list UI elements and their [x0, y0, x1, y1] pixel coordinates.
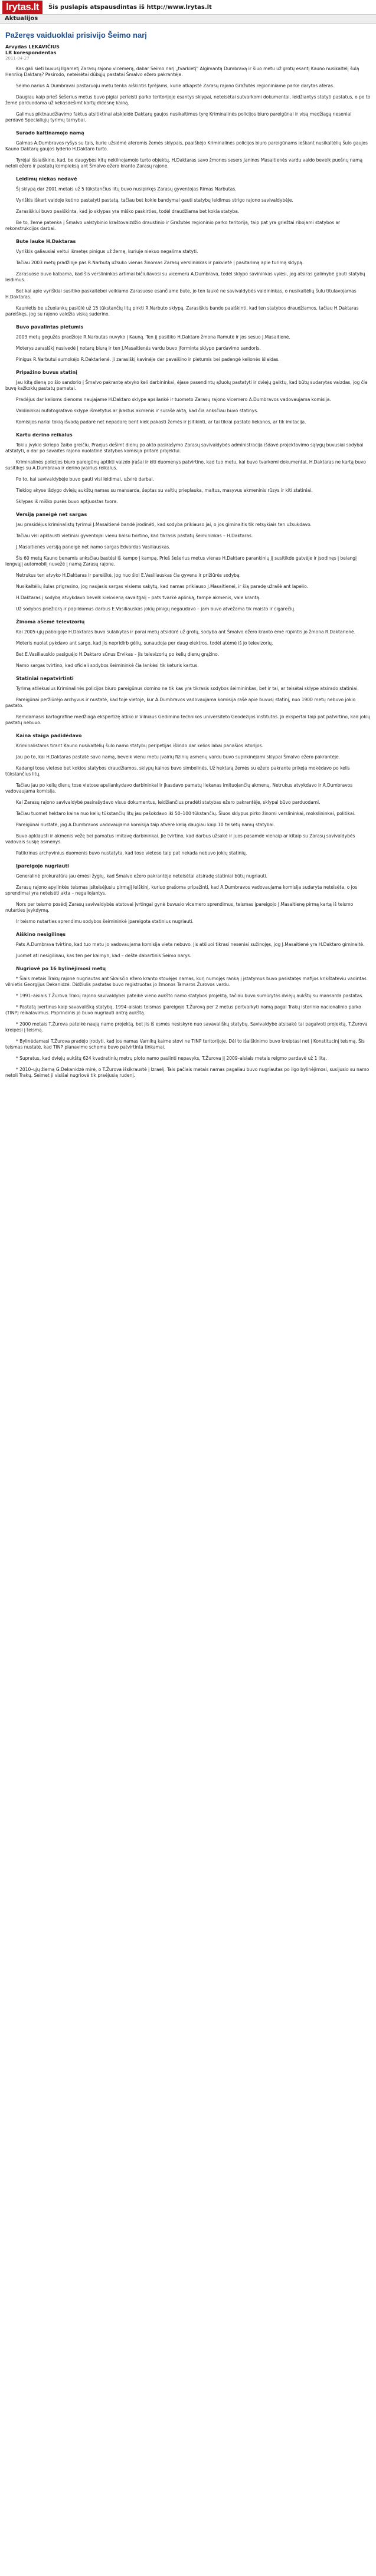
- section-heading: Versiją paneigė net sargas: [16, 512, 87, 517]
- article-paragraph: Kriminalistams tirant Kauno nusikaltėlių šulo namo statybų peripetijas išlindo dar kelios labai panašios istorijos.: [16, 743, 263, 748]
- article-title: Pažeręs vaiduoklai prisivijo Šeimo narį: [5, 31, 147, 40]
- article-paragraph: * 1991–aisiais T.Žurova Trakų rajono savivaldybei pateikė vieno aukšto namo statybos projektą, tačiau buvo sumūrytas dviejų aukštų su mansarda pastatas.: [16, 993, 364, 998]
- section-heading: Aiškino nesigilinęs: [16, 932, 66, 937]
- article-paragraph: H.Daktaras į sodybą atvykdavo bevelk kiekvieną savaitgalį – pats tvarkė aplinką, tampė akmenis, vale krantą.: [16, 595, 261, 600]
- section-heading: Kartu derino reikalus: [16, 432, 73, 438]
- article-paragraph: Tokiu jvykio skriepo žaibo greičiu. Praėjus dešimt dienų po akto pasirašymo Zarasų savivaldybės administracija išdavė projektavimo sąlygų buvusiai sodybai atstatyti, o dar po savaitės rajono nuolatinė statybos komisija pritarė projektui.: [5, 442, 364, 454]
- article-paragraph: Tyrimą atliekusius Kriminalinės policijos biuro pareigūnus domino ne tik kas yra tikrasis sodybos šeimininkas, bet ir tai, ar teisėtai sklype atsirado statiniai.: [16, 686, 359, 691]
- article-paragraph: Zarasų rajono apylinkės teismas įsiteisėjusiu pirmąjį leiškinį, kuriuo prašoma pripažinti, kad A.Dumbravos vadovaujama komisija sudaryta neteisėta, o jos sprendimai yra neteisėti akta – negaliojantys.: [5, 885, 358, 896]
- article-paragraph: Bet E.Vasiliauskio pasiguėjo H.Daktaro sūnus Ervikas – jis televizorių po kelių dienų grąžino.: [16, 652, 219, 657]
- article-paragraph: Komisijos nariai tokią išvadą padarė net nepadarę bent kiek pakasti žemės ir įsitikinti, ar tai tikrai pastato liekanos, ar tik imitacija.: [16, 419, 306, 425]
- article-paragraph: Galmas A.Dumbravos ryšys su tais, kurie užsiėmė aferomis žemės sklypais, paaiškėjo Kriminalinės policijos biuro pareigūnams ieškant nusikaltėlių šulo gaujos Kauno Daktarų gaujos lyderio H.Daktaro turto.: [5, 140, 368, 152]
- article-paragraph: Moterys zarasiškį nusivedė į notarų biurą ir ten J.Masaitienės vardu buvo įforminta sklypo pardavimo sandoris.: [16, 346, 261, 351]
- section-heading: Kaina staiga padidėdavo: [16, 733, 82, 738]
- article-paragraph: Juomet ati nesigilinau, kas ten per kaimyn, kad – dešte dabartinis Seimo narys.: [16, 953, 191, 958]
- article-paragraph: Pats A.Dumbrava tvirtino, kad tuo metu jo vadovaujama komisija vieta nebuvo. Jis atšiuoi tikrasi neseniai sužinojęs, jog J.Masaitienė yra H.Daktaro giminaitė.: [16, 942, 365, 947]
- article-paragraph: Patikrinus archyvinius duomenis buvo nustatyta, kad tose vietose taip pat nekada nebuvo jokių statinių.: [16, 850, 247, 856]
- article-paragraph: * 2000 metais T.Žurova pateikė naują namo projektą, bet jis iš esmės nesiskyrė nuo savavališkų statybų. Savivaldybė atsisakė tai pagalvoti projektą, T.Žurova kreipėsi į teismą.: [5, 1021, 368, 1033]
- article-paragraph: Nors per teismo posėdį Zarasų savivaldybės atstovai įvrtingai gynė buvusio vicemero sprendimus, teismas įpareigojo J.Masaitienę pirmą kartą iš teismo nutarties įvykdymą.: [5, 902, 354, 913]
- section-heading: Buvo pavalintas pietumis: [16, 324, 84, 330]
- article-paragraph: Sklypas iš miško pusės buvo aptjuostas tvora.: [16, 499, 118, 504]
- article-paragraph: Galimus piktnaudžiavimo faktus atsitiktinai atskleidė Daktarų gaujos nusikaltimus tyrę Kriminalinės policijos biuro pareigūnai ir visą medžiagą neseniai perdavė Specialiųjų tyrimų tarnybai.: [5, 111, 352, 123]
- site-logo[interactable]: lrytas.lt: [2, 1, 42, 14]
- section-label[interactable]: Aktualijos: [0, 15, 376, 24]
- article-paragraph: Buvo apklausti ir akmenis vežę bei pamatus imitavę darbininkai. Jie tvirtino, kad darbus užsakė ir juos pasamdė vienaip ar kitaip su Zarasų savivaldybės vadovais susiję asmenys.: [5, 833, 355, 845]
- section-heading: Statiniai nepatvirtinti: [16, 676, 74, 681]
- article-paragraph: Netrukus ten atvyko H.Daktaras ir pareiškė, jog nuo šiol E.Vasiliauskas čia gyvens ir prižiūrės sodybą.: [16, 573, 241, 578]
- article-paragraph: Tačiau visi apklausti vietiniai gyventojai vienu balsu tvirtino, kad tikrasis pastatų šeimininkas – H.Daktaras.: [16, 533, 253, 538]
- article-paragraph: Remdamasis kartografine medžiaga ekspertizę atliko ir Vilniaus Gedimino technikos universiteto Geodezijos institutas. Jo ekspertai taip pat patvirtino, kad jokių pastatų nebuvo.: [5, 714, 371, 725]
- article-paragraph: Nusikaltėlių šulas prigrasino, jog naujasis sargas visiems sakytų, kad namas prikiauso J.Masaitienei, ir šią paradę užrašė ant lapelio.: [16, 584, 308, 589]
- article-paragraph: Seimo narius A.Dumbravai pastaruoju metu tenka aiškintis tyrėjams, kurie atkapstė Zarasų rajono Gražutės regioniniame parke darytas aferas.: [16, 83, 335, 88]
- section-heading: Nugriovė po 16 bylinėjimosi metų: [16, 966, 106, 971]
- article-paragraph: Tyrėjai išsiaiškino, kad, be daugybės kitų nekilnojamojo turto objektų, H.Daktaras savo žmonos sesers Janinos Masaitienės vardu valdo bevelk puošnų namą netoli ežero ir pastatų kompleksą ant Šmalvo ežero kranto Zarasų rajone.: [5, 157, 363, 169]
- article-paragraph: Kadangi tose vietose bet kokios statybos draudžiamos, sklypų kainos buvo simbolinės. Už hektarą žemės su ežero pakrante prikeja mokėdavo po kelis tūkstančius litų.: [5, 765, 350, 777]
- article-paragraph: Tačiau 2003 metų pradžioje pas R.Narbutą užsuko vienas žinomas Zarasų verslininkas ir pakvietė į pasitarimą apie turimą sklypą.: [16, 260, 304, 265]
- article-paragraph: Pareigūnai nustatė, jog A.Dumbravos vadovaujama komisija taip atvėrė kelią daugiau kaip 10 teisėtų namų statybai.: [16, 822, 275, 827]
- article-paragraph: Tiekiog akyse išdygo dviejų aukštų namas su mansarda, šeptas su valtių prieplauka, maltus, masyvus akmeninis rūsys ir kiti statiniai.: [16, 488, 313, 493]
- article-paragraph: Zarasuose buvo kalbama, kad šis verslininkas artimai bičiuliavosi su vicemeru A.Dumbrava, todėl sklypo savininkas vylėsi, jog atsiras galimybė gauti statybų leidimus.: [5, 271, 365, 282]
- article-paragraph: Pinigus R.Narbutui sumokėjo R.Daktarienė. Ji zarasiškį kavinėje dar pavaišino ir pietumis bei padengė kelionės išlaidas.: [16, 357, 280, 362]
- section-heading: Surado kaltinamojo namą: [16, 130, 84, 136]
- article-paragraph: Moteris nuolat pykdavo ant sargo, kad jis nepridirb gėlių, sunaudoja per daug elektros, todėl atėmė iš jo televizorių.: [16, 640, 273, 646]
- article-body: [5, 66, 371, 1079]
- article-paragraph: Vyriškis iškart valdoje ketino pastatyti pastatą, tačiau bet kokie bandymai gauti statybų leidimus strigo rajono savivaldybėje.: [16, 198, 293, 203]
- article-paragraph: 2003 metų gegužės pradžioje R.Narbutas nuvyko į Kauną. Ten jį pasitiko H.Daktaro žmona Ramutė ir jos sesuo J.Masaitienė.: [16, 334, 290, 340]
- article-paragraph: Kai 2005-ųjų pabaigoje H.Daktaras buvo sulaikytas ir porai metų atsidūrė už grotų, sodyba ant Šmalvo ežero kranto ėmė rūpintis jo žmona R.Daktarienė.: [16, 629, 356, 635]
- article-paragraph: * Pastatą įvertinus kaip savavališką statybą, 1994–aisiais teismas įpareigojo T.Žurovą per 2 metus pertvarkyti namą pagal Trakų istorinio nacionalinio parko (TINP) reikalavimus. Paprindinis jo buvo nugriauti antrą aukštą.: [5, 1004, 361, 1016]
- article-paragraph: Ir teismo nutarties sprendimu sodybos šeimininkė įpareigota statinius nugriauti.: [16, 919, 194, 924]
- article-paragraph: Jau prasidėjus kriminalistų tyrimui J.Masaitienė bandė įrodinėti, kad sodyba prikiauso jai, o jos giminaitis tik retsykiais ten užsukdavo.: [16, 522, 312, 527]
- article-paragraph: Tačiau tuomet hektaro kaina nuo kelių tūkstančių litų jau pašokdavo iki 50–100 tūkstančių. Šiuos sklypus pirko žinomi verslininkai, mokslininkai, politikai.: [16, 811, 356, 816]
- article-paragraph: Be to, žemė patenka į Šmalvo valstybinio kraštovaizdžio draustinio ir Gražutės regioninio parko teritoriją, taip pat yra griežtai ribojami statybos ar rekonstrukcijos darbai.: [5, 220, 341, 231]
- article-paragraph: Daugiau kaip prieš šešerius metus buvo pigiai perleisti parko teritorijoje esantys sklypai, neteisėtai sutvarkomi dokumentai, leidžiantys statyti pastatus, o po to žemė parduodama už keliasdešimt kartų didesnę kainą.: [5, 94, 371, 106]
- article-paragraph: Jau kitą dieną po šio sandorio į Šmalvo pakrantę atvyko keli darbininkai, ėjase pasendintų ąžuolų pastatyti ir dviejų gaiktų, kad būtų sudarytas vaizdas, jog čia buvę kažkokių pastatų pamatai.: [5, 380, 368, 391]
- section-heading: Bute lauke H.Daktaras: [16, 239, 76, 244]
- article: [0, 24, 376, 1079]
- article-paragraph: Kriminalinės policijos biuro pareigūnų aptikti vaizdo įrašai ir kiti duomenys patvirtino, kad tuo metu, kai buvo tvarkomi dokumentai, H.Daktaras ne kartą buvo susitikęs su A.Dumbrava ir derino įvairius reikalus.: [5, 459, 366, 471]
- article-paragraph: Po to, kai savivaldybėje buvo gauti visi leidimai, užvirė darbai.: [16, 477, 154, 482]
- article-paragraph: * Bylinėdamasi T.Žurova pradėjo įrodyti, kad jos namas Varnikų kaime stovi ne TINP teritorijoje. Dėl to išaiškinimo buvo kreiptasi net į Konstitucinį teismą. Šis teismas nustatė, kad TINP planavimo schema buvo patvirtinta tinkamai.: [5, 1039, 365, 1050]
- article-paragraph: Šį sklypą dar 2001 metais už 5 tūkstančius litų buvo nusipirkęs Zarasų gyventojas Rimas Narbutas.: [16, 186, 237, 192]
- article-paragraph: Tačiau jau po kelių dienų tose vietose apsilankydavo darbininkai ir įkasdavo pamatų liekanas imituojančių akmenų. Netrukus atvykdavo ir A.Dumbravos vadovaujama komisija.: [5, 783, 353, 794]
- article-paragraph: * Supratus, kad dviejų aukštų 624 kvadratinių metrų ploto namo pasiinti nepavyks, T.Žurova jį 2009–aisiais metais reigmo pardavė už 1 litą.: [16, 1056, 327, 1061]
- article-paragraph: Kai Zarasų rajono savivaldybė pasirašydavo visus dokumentus, leidžiančius pradėti statybas ežero pakrantėje, sklypai būvo parduodami.: [16, 800, 321, 805]
- article-paragraph: Jau po to, kai H.Daktaras pastatė savo namą, beveik vienu metu įvairių fizinių asmenų vardu buvo supirkinėjami sklypai Šmalvo ežero pakrantėje.: [16, 754, 341, 760]
- section-heading: Žinoma ašemė televizorių: [16, 619, 85, 625]
- article-paragraph: Namo sargas tvirtino, kad oficiali sodybos šeimininkė čia lankėsi tik keturis kartus.: [16, 663, 199, 668]
- article-paragraph: Generalinė prokuratūra jau ėmėsi žygių, kad Šmalvo ežero pakrantėje neteisėtai atsiradę statiniai būtų nugriauti.: [16, 873, 268, 879]
- article-paragraph: * 2010–ųjų žiemą G.Dekanidzė mirė, o T.Žurova išsikraustė į Izraelį. Tais pačiais metais namas pagaliau buvo nugriautas po ilgo bylinėjimosi, susijusio su namo netoli Trakų. Seimet ji visišai nugriovė tik praėjusią rudenį.: [5, 1067, 370, 1078]
- article-source: LR korespondentas: [5, 50, 57, 55]
- article-date: 2011-04-27: [5, 56, 30, 61]
- article-paragraph: J.Masaitienės versiją paneigė net namo sargas Edvardas Vasiliauskas.: [16, 544, 171, 550]
- article-paragraph: Kaunietis be užuolankų pasiūlė už 15 tūkstančių litų pirkti R.Narbuto sklypą. Zarasiškis bande paaiškinti, kad ten statybos draudžiamos, tačiau H.Daktaras pareiškęs, jog su rajono valdžia viską suderino.: [5, 305, 359, 317]
- section-heading: Pripažino buvus statinį: [16, 370, 77, 375]
- article-paragraph: Pradėjus dar kelioms dienoms naujajame H.Daktaro sklype apsilankė ir tuometo Zarasų rajono vicemero A.Dumbravos vadovaujama komisija.: [16, 397, 331, 402]
- section-heading: Įpareigojo nugriauti: [16, 863, 69, 869]
- article-paragraph: Valdininkai nufotografavo sklype išmėtytus ar įkastus akmenis ir surašė aktą, kad čia anksčiau buvo statinys.: [16, 408, 259, 413]
- top-bar: [0, 0, 376, 15]
- article-paragraph: Šis 60 metų Kauno benamis anksčiau bastėsi iš kampo į kampą. Prieš šešerius metus vienas H.Daktaro parankinių jį susitikde gatvėje ir įsodinęs į belangį lengvąjį automobilį nuvežė į namą Zarasų rajone.: [5, 556, 357, 567]
- article-author: Arvydas LEKAVIČIUS: [5, 44, 60, 50]
- article-paragraph: Pareigūnai peržiūrėjo archyvus ir nustatė, kad toje vietoje, kur A.Dumbravos vadovaujama komisija rašė apie buvusį statinį, nuo 1900 metų nebuvo jokio pastato.: [5, 697, 356, 708]
- article-paragraph: * Šiais metais Trakų rajone nugriautas ant Skaisčio ežero kranto stovėjęs namas, kurį numojęs ranką į įstatymus buvo pasistatęs mafijos krikštatėviu vadintas vilnietis Georgijus Dekanidzė. Didžiulis pastatas buvo registruotas jo žmonos Tamaros Žurovos vardu.: [5, 976, 367, 987]
- article-paragraph: Kas gali sieti buvusį Ilgametį Zarasų rajono vicemerą, dabar Seimo narį „tvarkietį" Algimantą Dumbravą ir šiuo metu už grotų esantį Kauno nusikaltėlį šulą Henriką Daktarą? Pasirodo, neteisėtai dūbųjų pastatai Šmalvo ežero pakrantėje.: [5, 66, 359, 77]
- article-paragraph: Bet kai apie vyriškiai susitiko paskaitėbei veikiamo Zarasuose esančiame bute, jo ten laukė ne savivaldybės valdininkas, o nusikaltėlių šulu titulavojamas H.Daktaras.: [5, 288, 357, 300]
- article-paragraph: Zarasiškiui buvo paaiškinta, kad jo sklypas yra miško paskirties, todėl draudžiama bet kokia statyba.: [16, 209, 240, 214]
- article-paragraph: Vyriškis galiausiai veltui išmetęs pinigus už žemę, kuriuje niekuo negalima statyti.: [16, 249, 198, 254]
- section-heading: Leidimų niekas nedavė: [16, 176, 77, 182]
- article-paragraph: Už sodybos priežiūrą ir papildomus darbus E.Vasiliauskas jokių pinigų negaudavo – jam buvo atvežama tik maisto ir cigarečių.: [16, 606, 296, 612]
- print-notice: Šis puslapis atspausdintas iš http://www.lrytas.lt: [48, 4, 212, 11]
